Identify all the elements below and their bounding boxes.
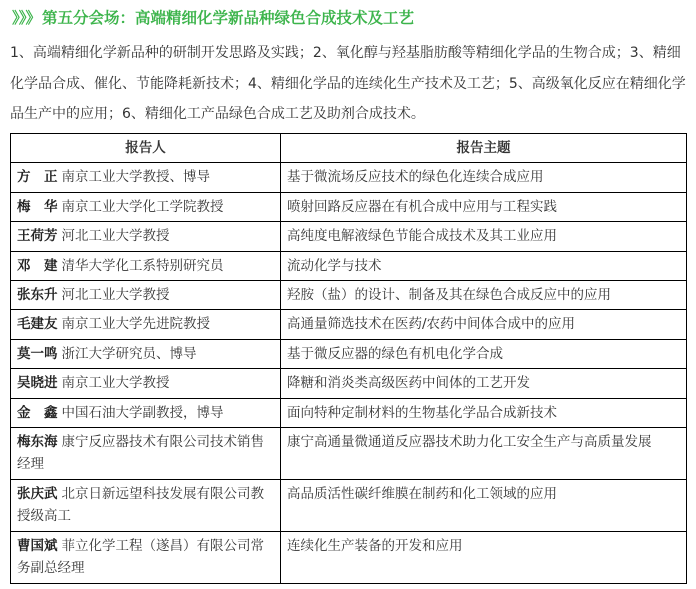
speaker-affiliation: 南京工业大学教授: [61, 375, 170, 392]
speaker-affiliation: 浙江大学研究员、博导: [61, 345, 197, 362]
speaker-name: 金 鑫: [17, 404, 58, 421]
table-row: [11, 428, 687, 480]
table-row: [11, 398, 687, 427]
speaker-affiliation: 南京工业大学教授、博导: [61, 169, 210, 186]
speaker-name: 方 正: [17, 169, 58, 186]
speaker-affiliation: 北京日新远望科技发展有限公司教授级高工: [17, 485, 264, 525]
speaker-cell: [11, 531, 281, 583]
speaker-affiliation: 康宁反应器技术有限公司技术销售经理: [17, 434, 264, 473]
speaker-cell: [11, 251, 281, 280]
topic-cell: 羟胺（盐）的设计、制备及其在绿色合成反应中的应用: [281, 281, 687, 310]
topic-cell: 高通量筛选技术在医药/农药中间体合成中的应用: [281, 310, 687, 339]
speaker-name: 张庆武: [17, 485, 58, 502]
speaker-cell: [11, 479, 281, 531]
header-topic: 报告主题: [281, 134, 687, 163]
speaker-affiliation: 河北工业大学教授: [61, 287, 170, 304]
speaker-cell: [11, 163, 281, 192]
speaker-name: 邓 建: [17, 257, 58, 274]
speaker-cell: [11, 369, 281, 398]
speaker-cell: [11, 398, 281, 427]
table-row: [11, 531, 687, 583]
speaker-cell: [11, 310, 281, 339]
speaker-name: 吴晓进: [17, 375, 58, 392]
table-row: [11, 251, 687, 280]
speaker-cell: [11, 192, 281, 221]
speaker-affiliation: 南京工业大学化工学院教授: [61, 198, 224, 215]
speaker-name: 莫一鸣: [17, 345, 58, 362]
table-header-row: [11, 134, 687, 163]
speaker-name: 王荷芳: [17, 228, 58, 245]
speaker-name: 梅 华: [17, 198, 58, 215]
topic-cell: 高品质活性碳纤维膜在制药和化工领域的应用: [281, 479, 687, 531]
header-speaker: 报告人: [11, 134, 281, 163]
speaker-affiliation: 南京工业大学先进院教授: [61, 316, 210, 333]
table-row: [11, 369, 687, 398]
table-row: [11, 310, 687, 339]
table-row: [11, 339, 687, 368]
table-row: [11, 479, 687, 531]
speaker-affiliation: 菲立化学工程（遂昌）有限公司常务副总经理: [17, 537, 264, 577]
table-row: [11, 281, 687, 310]
topic-cell: 流动化学与技术: [281, 251, 687, 280]
intro-paragraph: 1、高端精细化学新品种的研制开发思路及实践；2、氧化醇与羟基脂肪酸等精细化学品的生物合成；3、精细化学品合成、催化、节能降耗新技术；4、精细化学品的连续化生产技术及工艺；5、高级氧化反应在精细化学品生产中的应用；6、精细化工产品绿色合成工艺及助剂合成技术。: [10, 45, 686, 122]
arrows-icon: 》》》: [12, 9, 41, 27]
speaker-name: 毛建友: [17, 316, 58, 333]
speaker-name: 梅东海: [17, 434, 58, 451]
topic-cell: 喷射回路反应器在有机合成中应用与工程实践: [281, 192, 687, 221]
section-heading-text: 第五分会场：高端精细化学新品种绿色合成技术及工艺: [42, 9, 415, 27]
topic-cell: 基于微反应器的绿色有机电化学合成: [281, 339, 687, 368]
topic-cell: 降糖和消炎类高级医药中间体的工艺开发: [281, 369, 687, 398]
speaker-cell: [11, 339, 281, 368]
speaker-cell: [11, 428, 281, 480]
topic-cell: 康宁高通量微通道反应器技术助力化工安全生产与高质量发展: [281, 428, 687, 480]
topic-cell: 基于微流场反应技术的绿色化连续合成应用: [281, 163, 687, 192]
speaker-affiliation: 中国石油大学副教授，博导: [61, 404, 224, 421]
table-body: [11, 163, 687, 583]
topic-cell: 连续化生产装备的开发和应用: [281, 531, 687, 583]
topic-cell: 面向特种定制材料的生物基化学品合成新技术: [281, 398, 687, 427]
speaker-affiliation: 清华大学化工系特别研究员: [61, 257, 224, 274]
section-heading: [12, 6, 414, 30]
speaker-name: 曹国斌: [17, 537, 58, 554]
table-row: [11, 222, 687, 251]
table-row: [11, 192, 687, 221]
speaker-cell: [11, 222, 281, 251]
speaker-name: 张东升: [17, 287, 58, 304]
speaker-affiliation: 河北工业大学教授: [61, 228, 170, 245]
table-row: [11, 163, 687, 192]
speaker-table: [10, 133, 687, 584]
topic-cell: 高纯度电解液绿色节能合成技术及其工业应用: [281, 222, 687, 251]
speaker-cell: [11, 281, 281, 310]
